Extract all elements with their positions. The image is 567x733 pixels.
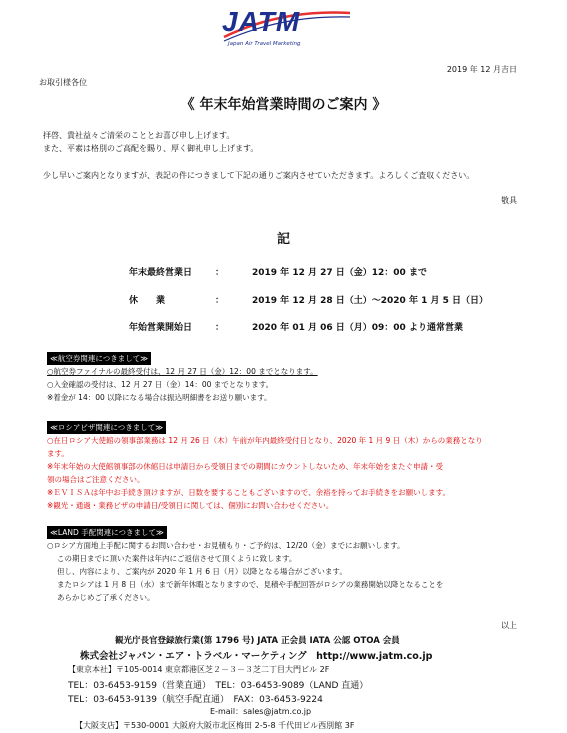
- schedule-label: 休 業: [129, 296, 166, 306]
- closing-keigu: 敬具: [501, 196, 517, 205]
- footer-email: E-mail：sales@jatm.co.jp: [210, 707, 312, 716]
- schedule-colon: ：: [215, 268, 225, 278]
- footer-osaka-address: 【大阪支店】〒530-0001 大阪府大阪市北区梅田 2-5-8 千代田ビル西別館 3F: [75, 721, 355, 730]
- schedule-colon: ：: [215, 296, 225, 306]
- company-logo: JATM: [222, 6, 301, 37]
- footer-tel-1: TEL：03-6453-9159（営業直通） TEL：03-6453-9089（LAND 直通）: [68, 681, 369, 691]
- footer-registration: 観光庁長官登録旅行業(第 1796 号) JATA 正会員 IATA 公認 OTOA 会員: [115, 636, 400, 646]
- visa-line-2: ます。: [47, 449, 69, 458]
- footer-company: 株式会社ジャパン・エア・トラベル・マーケティング http://www.jatm.co.jp: [80, 651, 433, 662]
- visa-line-3: ※年末年始の大使館領事部の休館日は申請日から受領日までの期間にカウントしないため、年末年始をまたぐ申請・受: [47, 462, 443, 471]
- air-line-3: ※着金が 14：00 以降になる場合は振込明細書をお送り願います。: [47, 393, 272, 402]
- air-line-2: ○入金確認の受付は、12 月 27 日（金）14：00 までとなります。: [47, 380, 274, 389]
- air-line-1: ○航空券ファイナルの最終受付は、12 月 27 日（金）12：00 までとなります。: [47, 367, 318, 376]
- logo-subtitle: Japan Air Travel Marketing: [228, 41, 301, 47]
- visa-line-5: ※ＥＶＩＳＡは年中お手続き頂けますが、日数を要することもございますので、余裕を持ってお手続きをお願いします。: [47, 488, 451, 497]
- land-line-1: ○ロシア方面地上手配に関するお問い合わせ・お見積もり・ご予約は、12/20（金）までにお願いします。: [47, 541, 405, 550]
- land-line-2: この期日までに頂いた案件は年内にご返信させて頂くように致します。: [57, 554, 297, 563]
- visa-line-4: 領の場合はご注意ください。: [47, 475, 145, 484]
- visa-section-heading: ≪ロシアビザ関連につきまして≫: [47, 421, 166, 434]
- closing-ijou: 以上: [501, 621, 517, 630]
- footer-tokyo-address: 【東京本社】〒105-0014 東京都港区芝２－３－３芝二丁目大門ビル 2F: [68, 665, 330, 674]
- schedule-value: 2020 年 01 月 06 日（月）09：00 より通常営業: [252, 323, 463, 333]
- land-section-heading: ≪LAND 手配関連につきまして≫: [47, 526, 167, 539]
- air-section-heading: ≪航空券関連につきまして≫: [47, 352, 151, 365]
- schedule-colon: ：: [215, 323, 225, 333]
- land-line-3: 但し、内容により、ご案内が 2020 年 1 月 6 日（月）以降となる場合がございます。: [57, 567, 347, 576]
- schedule-label: 年始営業開始日: [129, 323, 193, 333]
- footer-tel-2: TEL：03-6453-9139（航空手配直通） FAX：03-6453-9224: [68, 695, 323, 705]
- intro-line-2: また、平素は格別のご高配を賜り、厚く御礼申し上げます。: [43, 144, 259, 153]
- schedule-label: 年末最終営業日: [129, 268, 193, 278]
- document-title: 《 年末年始営業時間のご案内 》: [180, 97, 387, 113]
- visa-line-1: ○在日ロシア大使館の領事部業務は 12 月 26 日（木）午前が年内最終受付日となり、2020 年 1 月 9 日（木）からの業務となり: [47, 436, 483, 445]
- recipient: お取引様各位: [39, 78, 87, 87]
- intro-line-1: 拝啓、貴社益々ご清栄のこととお喜び申し上げます。: [43, 131, 235, 140]
- land-line-4: またロシアは 1 月 8 日（水）まで新年休暇となりますので、見積や手配回答がロシアの業務開始以降となることを: [57, 580, 444, 589]
- schedule-value: 2019 年 12 月 27 日（金）12：00 まで: [252, 268, 427, 278]
- ki-heading: 記: [276, 232, 290, 247]
- intro-line-3: 少し早いご案内となりますが、表記の件につきまして下記の通りご案内させていただきます。よろしくご査収ください。: [43, 171, 475, 180]
- visa-line-6: ※観光・通過・業務ビザの申請日/受領日に関しては、個別にお問い合わせください。: [47, 501, 334, 510]
- land-line-5: あらかじめご了承ください。: [57, 593, 155, 602]
- document-date: 2019 年 12 月吉日: [446, 65, 517, 74]
- schedule-value: 2019 年 12 月 28 日（土）～2020 年 1 月 5 日（日）: [252, 296, 489, 306]
